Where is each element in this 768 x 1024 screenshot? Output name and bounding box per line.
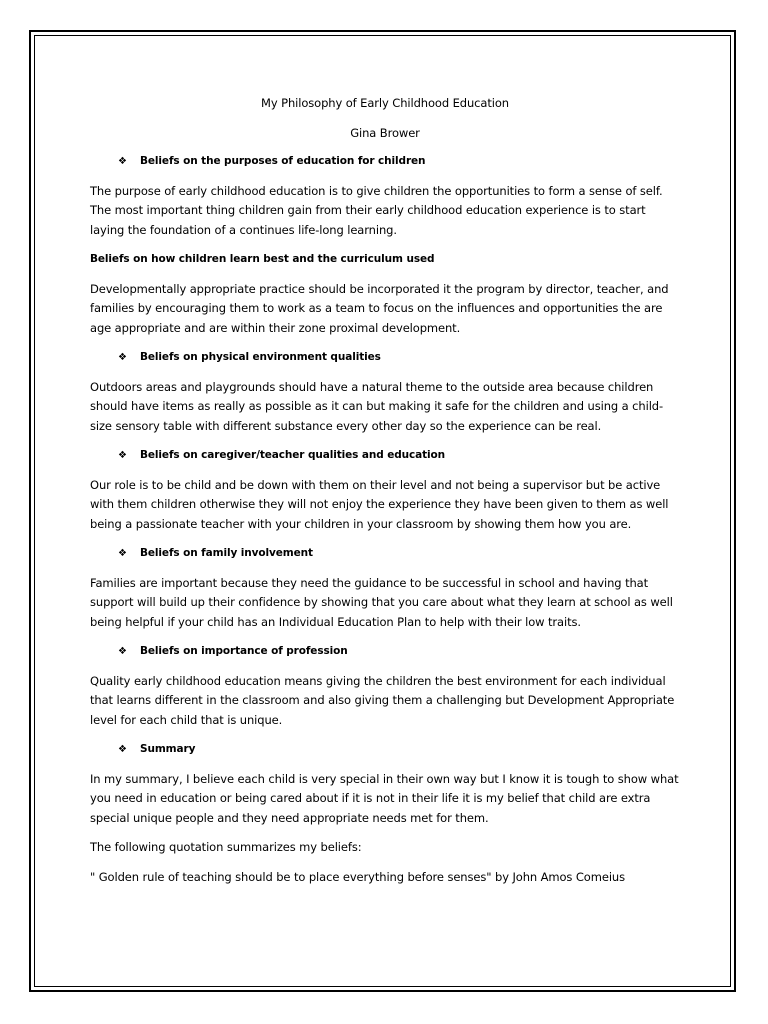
heading-text: Beliefs on physical environment qualities (140, 351, 381, 363)
section-body-learning: Developmentally appropriate practice should be incorporated it the program by director, teacher, and families by encouraging them to work as a team to focus on the influences and opportunities the are age appropriate and are within their zone proximal development. (90, 281, 669, 335)
quotation: " Golden rule of teaching should be to place everything before senses" by John Amos Comeius (90, 869, 625, 884)
section-heading-family (90, 544, 680, 564)
heading-text: Beliefs on importance of profession (140, 645, 348, 657)
heading-text: Beliefs on the purposes of education for children (140, 155, 426, 167)
section-body-purposes: The purpose of early childhood education is to give children the opportunities to form a sense of self. The most important thing children gain from their early childhood education experience is to start laying the foundation of a continues life-long learning. (90, 183, 663, 237)
section-body-caregiver: Our role is to be child and be down with them on their level and not being a supervisor but be active with them children otherwise they will not enjoy the experience they have been given to them as well being a passionate teacher with your children in your classroom by showing them how you are. (90, 477, 669, 531)
section-heading-summary (90, 740, 680, 760)
section-body-profession: Quality early childhood education means giving the children the best environment for each individual that learns different in the classroom and also giving them a challenging but Development Appropriate level for each child that is unique. (90, 673, 675, 727)
bullet-icon: ❖ (118, 646, 127, 657)
section-body-summary: In my summary, I believe each child is very special in their own way but I know it is tough to show what you need in education or being cared about if it is not in their life it is my belief that child are extra special unique people and they need appropriate needs met for them. (90, 771, 679, 825)
section-heading-profession (90, 642, 680, 662)
heading-text: Summary (140, 743, 196, 755)
bullet-icon: ❖ (118, 156, 127, 167)
section-heading-learning: Beliefs on how children learn best and the curriculum used (90, 253, 435, 265)
section-heading-environment (90, 348, 680, 368)
document-title: My Philosophy of Early Childhood Education (261, 96, 509, 110)
heading-text: Beliefs on caregiver/teacher qualities and education (140, 449, 446, 461)
bullet-icon: ❖ (118, 450, 127, 461)
quote-intro: The following quotation summarizes my beliefs: (90, 840, 362, 854)
bullet-icon: ❖ (118, 744, 127, 755)
document-body (90, 94, 680, 897)
heading-text: Beliefs on family involvement (140, 547, 313, 559)
section-heading-purposes (90, 152, 680, 172)
bullet-icon: ❖ (118, 548, 127, 559)
section-body-environment: Outdoors areas and playgrounds should have a natural theme to the outside area because children should have items as really as possible as it can but making it safe for the children and using a child-size sensory table with different substance every other day so the experience can be real. (90, 379, 664, 433)
bullet-icon: ❖ (118, 352, 127, 363)
document-author: Gina Brower (350, 125, 420, 140)
section-heading-caregiver (90, 446, 680, 466)
section-body-family: Families are important because they need the guidance to be successful in school and having that support will build up their confidence by showing that you care about what they learn at school as well being helpful if your child has an Individual Education Plan to help with their low traits. (90, 575, 673, 629)
